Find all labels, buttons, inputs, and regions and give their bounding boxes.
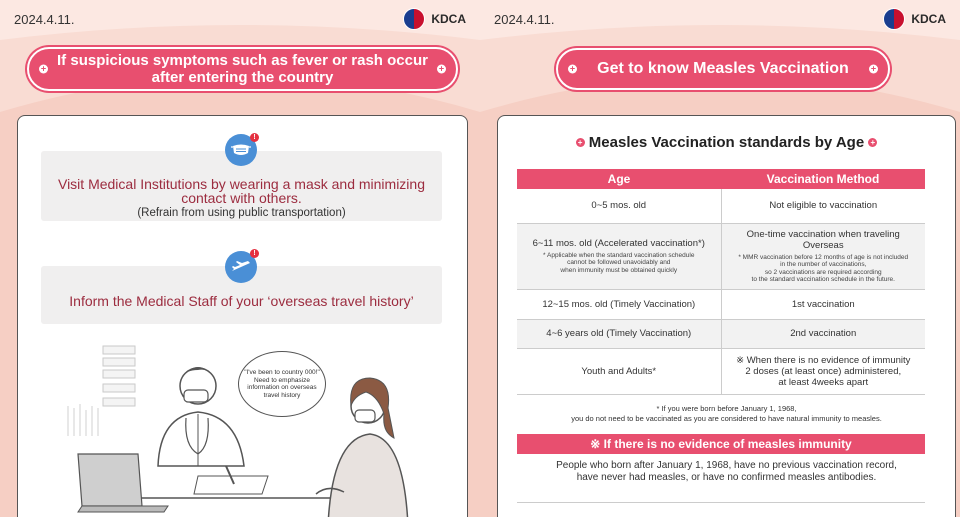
no-immunity-subheading: ※ If there is no evidence of measles immunity — [517, 434, 925, 454]
table-row — [517, 189, 925, 223]
table-row — [517, 289, 925, 319]
step-mask-title-line2: contact with others. — [181, 190, 302, 206]
age-cell: 4~6 years old (Timely Vaccination) — [517, 319, 721, 348]
logo-text: KDCA — [911, 12, 946, 26]
banner-title-line1: If suspicious symptoms such as fever or rash occur — [57, 52, 428, 69]
section-title-text: Measles Vaccination standards by Age — [588, 134, 865, 151]
kdca-logo — [883, 8, 946, 30]
age-cell: 0~5 mos. old — [517, 189, 721, 223]
table-row — [517, 319, 925, 348]
section-title — [498, 134, 955, 151]
method-note: * MMR vaccination before 12 months of age is not included in the number of vaccinations, so 2 vaccinations are required according to the standard vaccination schedule in the future. — [738, 253, 909, 283]
age-cell: 12~15 mos. old (Timely Vaccination) — [517, 289, 721, 319]
plus-icon: + — [40, 63, 47, 74]
vaccination-table — [517, 169, 925, 395]
alert-icon: ! — [250, 249, 259, 258]
date-label: 2024.4.11. — [494, 12, 555, 27]
symptoms-banner — [27, 47, 458, 91]
vaccination-banner — [556, 48, 890, 90]
logo-text: KDCA — [431, 12, 466, 26]
plus-icon: + — [569, 63, 576, 74]
method-cell: 1st vaccination — [721, 289, 925, 319]
plus-icon: + — [438, 63, 445, 74]
column-header-method: Vaccination Method — [721, 169, 925, 189]
consultation-illustration — [48, 326, 448, 517]
banner-title-line2: after entering the country — [151, 69, 334, 86]
kdca-emblem-icon — [403, 8, 425, 30]
date-label: 2024.4.11. — [14, 12, 75, 27]
method-cell: Not eligible to vaccination — [721, 189, 925, 223]
plus-icon: + — [870, 63, 877, 74]
method-cell: ※ When there is no evidence of immunity 2 doses (at least once) administered, at least 4weeks apart — [721, 348, 925, 394]
banner-title: Get to know Measles Vaccination — [597, 60, 849, 77]
speech-bubble: "I've been to country 000!" Need to emphasize information on overseas travel history — [238, 351, 326, 417]
step-travel-title: Inform the Medical Staff of your ‘overseas travel history’ — [69, 293, 414, 309]
age-cell: 6~11 mos. old (Accelerated vaccination*) — [532, 237, 705, 249]
age-note: * Applicable when the standard vaccination schedule cannot be followed unavoidably and when immunity must be obtained quickly — [543, 251, 695, 274]
method-cell: 2nd vaccination — [721, 319, 925, 348]
plus-icon: + — [576, 138, 585, 147]
born-before-footnote: * If you were born before January 1, 1968, you do not need to be vaccinated as you are considered to have natural immunity to measles. — [571, 404, 882, 423]
step-mask-note: (Refrain from using public transportation) — [137, 207, 346, 219]
method-cell: One-time vaccination when traveling Overseas — [746, 228, 900, 251]
age-cell: Youth and Adults* — [517, 348, 721, 394]
kdca-emblem-icon — [883, 8, 905, 30]
step-mask-title-line1: Visit Medical Institutions by wearing a mask and minimizing — [57, 176, 425, 192]
column-header-age: Age — [517, 169, 721, 189]
right-panel — [480, 0, 960, 517]
divider — [517, 502, 925, 503]
alert-icon: ! — [250, 133, 259, 142]
instructions-card — [17, 115, 468, 517]
table-row — [517, 223, 925, 289]
vaccination-card — [497, 115, 956, 517]
kdca-logo — [403, 8, 466, 30]
table-row — [517, 348, 925, 394]
plus-icon: + — [868, 138, 877, 147]
no-immunity-description: People who born after January 1, 1968, have no previous vaccination record, have never had measles, or have no confirmed measles antibodies. — [556, 460, 897, 483]
table-header-row — [517, 169, 925, 189]
